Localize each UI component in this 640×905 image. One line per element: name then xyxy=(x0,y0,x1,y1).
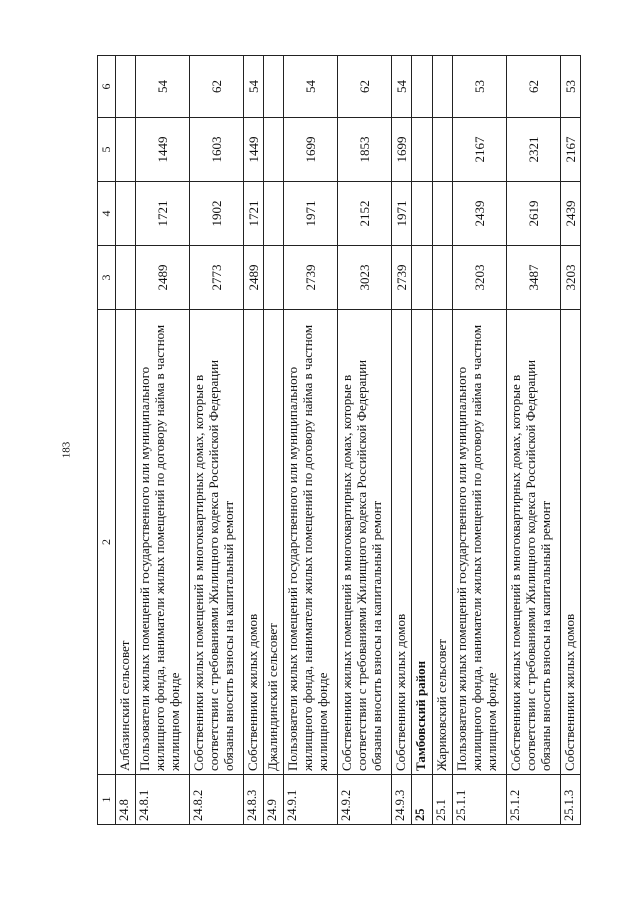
value-cell: 62 xyxy=(506,56,560,118)
value-cell: 2321 xyxy=(506,118,560,182)
value-cell: 2439 xyxy=(452,182,506,246)
description-cell: Собственники жилых помещений в многоквартирных домах, которые в соответствии с требованиями Жилищного кодекса Российской Федерации обязаны вносить взносы на капитальный ремонт xyxy=(190,310,244,775)
code-cell: 25 xyxy=(412,775,432,825)
code-cell: 25.1.3 xyxy=(560,775,580,825)
value-cell: 2619 xyxy=(506,182,560,246)
value-cell: 1721 xyxy=(244,182,264,246)
code-cell: 25.1.1 xyxy=(452,775,506,825)
header-cell: 4 xyxy=(98,182,116,246)
header-cell: 2 xyxy=(98,310,116,775)
value-cell xyxy=(412,182,432,246)
description-cell: Собственники жилых домов xyxy=(560,310,580,775)
description-cell: Пользователи жилых помещений государственного или муниципального жилищного фонда, наниматели жилых помещений по договору найма в частном жилищном фонде xyxy=(452,310,506,775)
table-row xyxy=(116,56,136,825)
value-cell: 1721 xyxy=(136,182,190,246)
value-cell: 54 xyxy=(284,56,338,118)
value-cell xyxy=(432,246,452,310)
header-cell: 3 xyxy=(98,246,116,310)
table-row xyxy=(452,56,506,825)
description-cell: Собственники жилых помещений в многоквартирных домах, которые в соответствии с требованиями Жилищного кодекса Российской Федерации обязаны вносить взносы на капитальный ремонт xyxy=(338,310,392,775)
value-cell xyxy=(432,56,452,118)
description-cell: Пользователи жилых помещений государственного или муниципального жилищного фонда, наниматели жилых помещений по договору найма в частном жилищном фонде xyxy=(136,310,190,775)
header-row xyxy=(98,56,116,825)
value-cell: 54 xyxy=(136,56,190,118)
value-cell xyxy=(264,182,284,246)
code-cell: 24.9.2 xyxy=(338,775,392,825)
code-cell: 24.8 xyxy=(116,775,136,825)
value-cell xyxy=(116,118,136,182)
description-cell: Пользователи жилых помещений государственного или муниципального жилищного фонда, наниматели жилых помещений по договору найма в частном жилищном фонде xyxy=(284,310,338,775)
header-cell: 5 xyxy=(98,118,116,182)
code-cell: 24.9 xyxy=(264,775,284,825)
value-cell xyxy=(116,56,136,118)
header-cell: 6 xyxy=(98,56,116,118)
tariff-table xyxy=(97,55,581,825)
value-cell: 2439 xyxy=(560,182,580,246)
value-cell xyxy=(116,182,136,246)
value-cell: 2489 xyxy=(244,246,264,310)
value-cell: 2773 xyxy=(190,246,244,310)
value-cell xyxy=(432,182,452,246)
value-cell: 2167 xyxy=(452,118,506,182)
table-row xyxy=(284,56,338,825)
page-number: 183 xyxy=(60,441,73,459)
table-row xyxy=(190,56,244,825)
value-cell xyxy=(264,118,284,182)
value-cell: 54 xyxy=(244,56,264,118)
value-cell: 1971 xyxy=(392,182,412,246)
value-cell: 1902 xyxy=(190,182,244,246)
code-cell: 24.8.2 xyxy=(190,775,244,825)
value-cell: 62 xyxy=(338,56,392,118)
code-cell: 25.1.2 xyxy=(506,775,560,825)
value-cell xyxy=(264,56,284,118)
value-cell: 1699 xyxy=(284,118,338,182)
table-row xyxy=(432,56,452,825)
code-cell: 24.9.3 xyxy=(392,775,412,825)
table-row xyxy=(338,56,392,825)
description-cell: Жариковский сельсовет xyxy=(432,310,452,775)
code-cell: 24.8.3 xyxy=(244,775,264,825)
value-cell: 1449 xyxy=(136,118,190,182)
value-cell: 3203 xyxy=(452,246,506,310)
code-cell: 24.8.1 xyxy=(136,775,190,825)
value-cell: 53 xyxy=(452,56,506,118)
table-row xyxy=(136,56,190,825)
value-cell xyxy=(264,246,284,310)
description-cell: Собственники жилых домов xyxy=(244,310,264,775)
table-row xyxy=(392,56,412,825)
value-cell: 3487 xyxy=(506,246,560,310)
value-cell: 1449 xyxy=(244,118,264,182)
code-cell: 25.1 xyxy=(432,775,452,825)
value-cell: 3203 xyxy=(560,246,580,310)
code-cell: 24.9.1 xyxy=(284,775,338,825)
value-cell: 2739 xyxy=(392,246,412,310)
value-cell: 1971 xyxy=(284,182,338,246)
description-cell: Собственники жилых помещений в многоквартирных домах, которые в соответствии с требованиями Жилищного кодекса Российской Федерации обязаны вносить взносы на капитальный ремонт xyxy=(506,310,560,775)
value-cell: 2167 xyxy=(560,118,580,182)
value-cell: 53 xyxy=(560,56,580,118)
value-cell: 2489 xyxy=(136,246,190,310)
table-row xyxy=(264,56,284,825)
table-row xyxy=(244,56,264,825)
table-row xyxy=(560,56,580,825)
value-cell: 2152 xyxy=(338,182,392,246)
value-cell: 1699 xyxy=(392,118,412,182)
value-cell: 54 xyxy=(392,56,412,118)
value-cell xyxy=(412,118,432,182)
value-cell xyxy=(412,246,432,310)
table-row xyxy=(412,56,432,825)
value-cell: 2739 xyxy=(284,246,338,310)
value-cell xyxy=(412,56,432,118)
value-cell xyxy=(432,118,452,182)
value-cell: 1853 xyxy=(338,118,392,182)
description-cell: Албазинский сельсовет xyxy=(116,310,136,775)
value-cell: 3023 xyxy=(338,246,392,310)
tariff-table-container xyxy=(97,56,581,825)
value-cell: 62 xyxy=(190,56,244,118)
description-cell: Тамбовский район xyxy=(412,310,432,775)
header-cell: 1 xyxy=(98,775,116,825)
description-cell: Собственники жилых домов xyxy=(392,310,412,775)
value-cell: 1603 xyxy=(190,118,244,182)
table-row xyxy=(506,56,560,825)
value-cell xyxy=(116,246,136,310)
description-cell: Джалиндинский сельсовет xyxy=(264,310,284,775)
